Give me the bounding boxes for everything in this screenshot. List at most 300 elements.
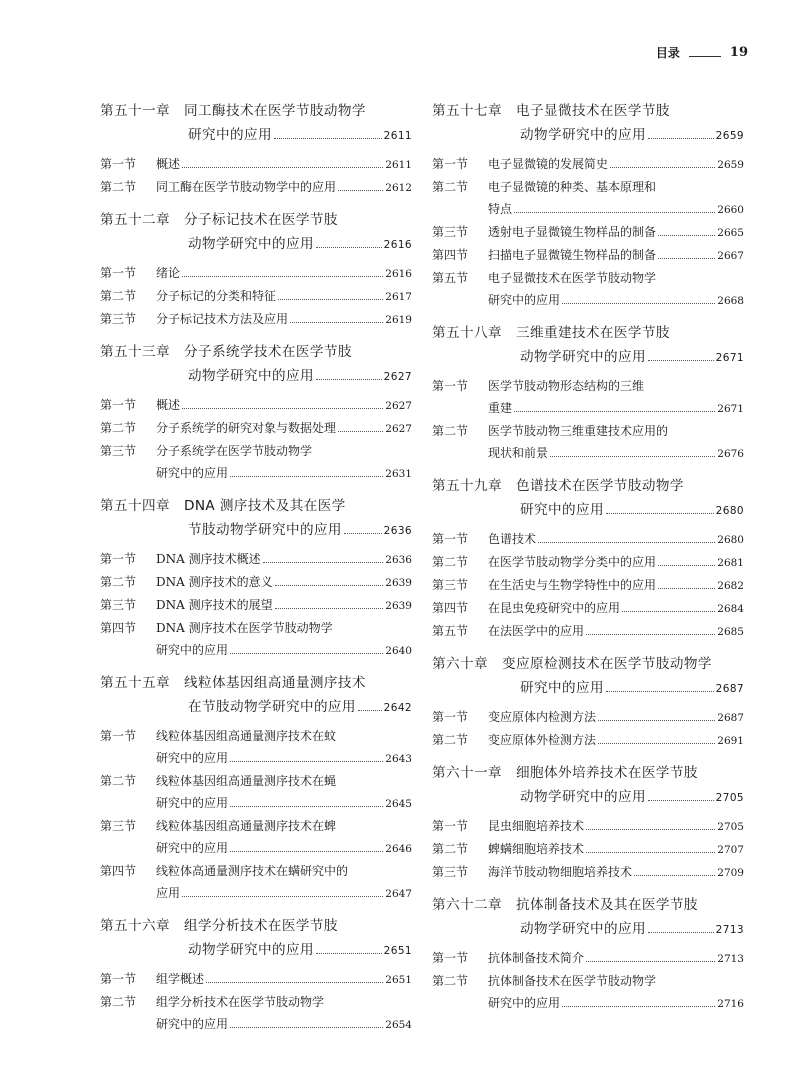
dot-leader <box>274 138 382 139</box>
section-page-number: 2668 <box>717 295 744 307</box>
toc-chapter <box>432 762 744 884</box>
toc-section-entry[interactable] <box>432 838 744 861</box>
toc-section-entry[interactable] <box>100 417 412 440</box>
section-number: 第二节 <box>100 289 137 303</box>
section-line-continued <box>100 792 412 815</box>
section-number: 第一节 <box>100 398 137 412</box>
section-page-number: 2716 <box>717 998 744 1010</box>
section-page-number: 2651 <box>385 974 412 986</box>
section-page-number: 2627 <box>385 400 412 412</box>
section-title-line: 应用 <box>156 886 181 900</box>
section-title-line: 变应原体外检测方法 <box>488 733 597 747</box>
dot-leader <box>550 456 715 457</box>
dot-leader <box>182 276 383 277</box>
section-list <box>100 394 412 485</box>
toc-section-entry[interactable] <box>100 617 412 662</box>
section-page-number: 2681 <box>717 557 744 569</box>
section-line <box>100 394 412 417</box>
chapter-heading[interactable] <box>432 762 744 785</box>
chapter-heading-continued[interactable] <box>432 785 744 809</box>
dot-leader <box>344 533 382 534</box>
dot-leader <box>586 852 715 853</box>
chapter-title-line: 节肢动物学研究中的应用 <box>188 522 342 538</box>
chapter-title-line: 色谱技术在医学节肢动物学 <box>515 478 684 494</box>
section-list <box>100 262 412 331</box>
section-page-number: 2640 <box>385 645 412 657</box>
section-list <box>432 947 744 1015</box>
dot-leader <box>275 585 384 586</box>
section-title-line: 线粒体基因组高通量测序技术在蜱 <box>156 819 337 833</box>
chapter-title-line: 变应原检测技术在医学节肢动物学 <box>501 656 712 672</box>
section-line <box>432 861 744 884</box>
chapter-title-line: 组学分析技术在医学节肢 <box>183 918 338 934</box>
section-line-continued <box>432 289 744 312</box>
section-page-number: 2667 <box>717 250 744 262</box>
dot-leader <box>263 562 384 563</box>
section-page-number: 2676 <box>717 448 744 460</box>
section-line <box>100 991 412 1013</box>
chapter-title-line: 同工酶技术在医学节肢动物学 <box>183 103 366 119</box>
section-line-continued <box>432 198 744 221</box>
section-line-continued <box>432 442 744 465</box>
section-line <box>100 440 412 462</box>
toc-chapter <box>100 100 412 199</box>
dot-leader <box>606 691 714 692</box>
toc-section-entry[interactable] <box>432 153 744 176</box>
chapter-page-number: 2651 <box>383 945 412 957</box>
toc-section-entry[interactable] <box>432 551 744 574</box>
chapter-heading-continued[interactable] <box>100 232 412 256</box>
toc-section-entry[interactable] <box>100 594 412 617</box>
section-line-continued <box>100 837 412 860</box>
dot-leader <box>658 235 715 236</box>
section-line <box>100 968 412 991</box>
section-page-number: 2687 <box>717 712 744 724</box>
toc-section-entry[interactable] <box>100 571 412 594</box>
section-title-line: 组学分析技术在医学节肢动物学 <box>156 995 325 1009</box>
toc-section-entry[interactable] <box>100 308 412 331</box>
section-title-line: 研究中的应用 <box>156 1017 229 1031</box>
dot-leader <box>586 634 715 635</box>
section-line <box>432 221 744 244</box>
toc-section-entry[interactable] <box>432 176 744 221</box>
section-number: 第二节 <box>100 774 137 788</box>
chapter-number: 第五十一章 <box>100 103 170 119</box>
section-line <box>432 244 744 267</box>
toc-section-entry[interactable] <box>432 528 744 551</box>
section-number: 第二节 <box>432 974 469 988</box>
dot-leader <box>230 761 383 762</box>
chapter-heading[interactable] <box>432 894 744 917</box>
section-line <box>432 597 744 620</box>
section-line <box>432 267 744 289</box>
section-number: 第二节 <box>100 421 137 435</box>
dot-leader <box>648 800 714 801</box>
section-line <box>432 970 744 992</box>
section-page-number: 2643 <box>385 753 412 765</box>
section-page-number: 2659 <box>717 159 744 171</box>
chapter-title-line: 动物学研究中的应用 <box>188 942 314 958</box>
running-header <box>656 42 748 62</box>
section-title-line: 研究中的应用 <box>156 466 229 480</box>
section-list <box>100 725 412 905</box>
toc-chapter <box>432 653 744 752</box>
section-title-line: 分子系统学的研究对象与数据处理 <box>156 421 337 435</box>
section-list <box>100 153 412 199</box>
section-number: 第三节 <box>432 225 469 239</box>
section-page-number: 2680 <box>717 534 744 546</box>
section-title-line: 同工酶在医学节肢动物学中的应用 <box>156 180 337 194</box>
dot-leader <box>230 653 383 654</box>
chapter-title-line: 研究中的应用 <box>520 502 604 518</box>
chapter-heading[interactable] <box>100 100 412 123</box>
section-title-line: 重建 <box>488 401 513 415</box>
section-page-number: 2665 <box>717 227 744 239</box>
chapter-number: 第五十三章 <box>100 344 170 360</box>
dot-leader <box>658 565 715 566</box>
toc-section-entry[interactable] <box>100 285 412 308</box>
section-title-line: 研究中的应用 <box>156 643 229 657</box>
section-title-line: 医学节肢动物三维重建技术应用的 <box>488 424 669 438</box>
dot-leader <box>316 247 382 248</box>
section-line <box>100 571 412 594</box>
dot-leader <box>206 982 383 983</box>
section-number: 第一节 <box>100 266 137 280</box>
section-list <box>100 968 412 1036</box>
section-number: 第二节 <box>100 575 137 589</box>
section-line <box>432 153 744 176</box>
dot-leader <box>230 1027 383 1028</box>
section-page-number: 2671 <box>717 403 744 415</box>
chapter-heading[interactable] <box>432 100 744 123</box>
section-title-line: 研究中的应用 <box>488 996 561 1010</box>
toc-chapter <box>100 915 412 1036</box>
toc-section-entry[interactable] <box>100 176 412 199</box>
section-line-continued <box>100 747 412 770</box>
chapter-title-line: 三维重建技术在医学节肢 <box>515 325 670 341</box>
chapter-heading-continued[interactable] <box>432 345 744 369</box>
chapter-title-line: 动物学研究中的应用 <box>520 921 646 937</box>
dot-leader <box>316 379 382 380</box>
toc-chapter <box>100 672 412 905</box>
chapter-heading[interactable] <box>432 322 744 345</box>
toc-section-entry[interactable] <box>432 597 744 620</box>
toc-section-entry[interactable] <box>100 815 412 860</box>
dot-leader <box>182 167 383 168</box>
section-line <box>100 285 412 308</box>
dot-leader <box>598 720 715 721</box>
section-page-number: 2631 <box>385 468 412 480</box>
chapter-number: 第六十一章 <box>432 765 502 781</box>
section-list <box>432 706 744 752</box>
chapter-heading[interactable] <box>100 341 412 364</box>
section-number: 第四节 <box>432 601 469 615</box>
toc-section-entry[interactable] <box>100 725 412 770</box>
section-page-number: 2617 <box>385 291 412 303</box>
section-line <box>100 262 412 285</box>
toc-chapter <box>100 341 412 485</box>
chapter-heading-continued[interactable] <box>432 498 744 522</box>
chapter-number: 第五十四章 <box>100 498 170 514</box>
chapter-title-line: 分子系统学技术在医学节肢 <box>183 344 352 360</box>
section-number: 第四节 <box>100 621 137 635</box>
chapter-number: 第五十五章 <box>100 675 170 691</box>
dot-leader <box>514 212 715 213</box>
section-title-line: 电子显微镜的发展简史 <box>488 157 609 171</box>
dot-leader <box>230 476 383 477</box>
section-number: 第五节 <box>432 624 469 638</box>
chapter-heading[interactable] <box>100 915 412 938</box>
section-page-number: 2685 <box>717 626 744 638</box>
section-line-continued <box>100 639 412 662</box>
chapter-number: 第五十六章 <box>100 918 170 934</box>
chapter-heading[interactable] <box>100 495 412 518</box>
chapter-number: 第五十二章 <box>100 212 170 228</box>
section-title-line: 电子显微技术在医学节肢动物学 <box>488 271 657 285</box>
dot-leader <box>586 829 715 830</box>
section-title-line: 蜱螨细胞培养技术 <box>488 842 585 856</box>
chapter-page-number: 2671 <box>715 352 744 364</box>
chapter-heading-continued[interactable] <box>432 123 744 147</box>
chapter-title-line: 动物学研究中的应用 <box>188 236 314 252</box>
section-title-line: 抗体制备技术在医学节肢动物学 <box>488 974 657 988</box>
toc-section-entry[interactable] <box>432 267 744 312</box>
chapter-title-line: DNA 测序技术及其在医学 <box>183 498 346 514</box>
chapter-title-line: 研究中的应用 <box>520 680 604 696</box>
section-number: 第一节 <box>100 972 137 986</box>
section-number: 第三节 <box>432 578 469 592</box>
section-number: 第一节 <box>100 729 137 743</box>
section-number: 第一节 <box>432 951 469 965</box>
section-number: 第四节 <box>432 248 469 262</box>
chapter-page-number: 2659 <box>715 130 744 142</box>
section-page-number: 2639 <box>385 577 412 589</box>
toc-section-entry[interactable] <box>432 244 744 267</box>
chapter-title-line: 在节肢动物学研究中的应用 <box>188 699 356 715</box>
chapter-heading-continued[interactable] <box>100 518 412 542</box>
toc-section-entry[interactable] <box>100 968 412 991</box>
section-line-continued <box>100 1013 412 1036</box>
section-line <box>100 594 412 617</box>
section-number: 第三节 <box>100 819 137 833</box>
dot-leader <box>562 1006 715 1007</box>
dot-leader <box>290 322 383 323</box>
toc-section-entry[interactable] <box>432 706 744 729</box>
chapter-heading-continued[interactable] <box>100 695 412 719</box>
section-page-number: 2647 <box>385 888 412 900</box>
toc-section-entry[interactable] <box>100 153 412 176</box>
section-title-line: DNA 测序技术概述 <box>156 552 261 566</box>
toc-section-entry[interactable] <box>100 991 412 1036</box>
section-number: 第三节 <box>100 312 137 326</box>
section-title-line: 分子标记技术方法及应用 <box>156 312 289 326</box>
chapter-number: 第五十九章 <box>432 478 502 494</box>
section-title-line: 现状和前景 <box>488 446 549 460</box>
section-title-line: 组学概述 <box>156 972 205 986</box>
section-page-number: 2682 <box>717 580 744 592</box>
toc-chapter <box>100 495 412 662</box>
toc-section-entry[interactable] <box>100 770 412 815</box>
toc-section-entry[interactable] <box>432 375 744 420</box>
section-line <box>100 617 412 639</box>
section-line <box>432 528 744 551</box>
dot-leader <box>622 611 715 612</box>
toc-section-entry[interactable] <box>100 548 412 571</box>
section-page-number: 2654 <box>385 1019 412 1031</box>
section-page-number: 2636 <box>385 554 412 566</box>
chapter-page-number: 2627 <box>383 371 412 383</box>
section-title-line: 线粒体基因组高通量测序技术在蝇 <box>156 774 337 788</box>
section-title-line: 概述 <box>156 157 181 171</box>
section-page-number: 2619 <box>385 314 412 326</box>
chapter-heading[interactable] <box>100 672 412 695</box>
section-number: 第一节 <box>100 552 137 566</box>
toc-section-entry[interactable] <box>432 861 744 884</box>
chapter-page-number: 2616 <box>383 239 412 251</box>
chapter-heading[interactable] <box>432 653 744 676</box>
section-number: 第二节 <box>432 733 469 747</box>
dot-leader <box>648 138 714 139</box>
section-list <box>432 815 744 884</box>
section-number: 第一节 <box>432 157 469 171</box>
section-title-line: 在医学节肢动物学分类中的应用 <box>488 555 657 569</box>
section-page-number: 2709 <box>717 867 744 879</box>
chapter-page-number: 2611 <box>383 130 412 142</box>
dot-leader <box>316 953 382 954</box>
section-line-continued <box>432 397 744 420</box>
chapter-page-number: 2705 <box>715 792 744 804</box>
section-line <box>432 729 744 752</box>
chapter-heading-continued[interactable] <box>100 123 412 147</box>
toc-section-entry[interactable] <box>432 970 744 1015</box>
section-line <box>432 420 744 442</box>
section-title-line: 抗体制备技术简介 <box>488 951 585 965</box>
section-title-line: 研究中的应用 <box>156 751 229 765</box>
toc-section-entry[interactable] <box>432 620 744 643</box>
chapter-heading-continued[interactable] <box>432 676 744 700</box>
section-number: 第三节 <box>100 598 137 612</box>
section-number: 第三节 <box>100 444 137 458</box>
dot-leader <box>606 513 714 514</box>
chapter-page-number: 2642 <box>383 702 412 714</box>
section-page-number: 2645 <box>385 798 412 810</box>
chapter-heading[interactable] <box>100 209 412 232</box>
chapter-title-line: 动物学研究中的应用 <box>520 789 646 805</box>
chapter-page-number: 2636 <box>383 525 412 537</box>
section-title-line: 电子显微镜的种类、基本原理和 <box>488 180 657 194</box>
dot-leader <box>562 303 715 304</box>
section-title-line: 研究中的应用 <box>156 841 229 855</box>
section-page-number: 2660 <box>717 204 744 216</box>
section-title-line: 透射电子显微镜生物样品的制备 <box>488 225 657 239</box>
section-title-line: 扫描电子显微镜生物样品的制备 <box>488 248 657 262</box>
dot-leader <box>514 411 715 412</box>
chapter-heading[interactable] <box>432 475 744 498</box>
toc-chapter <box>432 322 744 465</box>
section-line <box>432 375 744 397</box>
chapter-heading-continued[interactable] <box>100 364 412 388</box>
dot-leader <box>634 875 715 876</box>
section-number: 第一节 <box>432 819 469 833</box>
toc-section-entry[interactable] <box>432 729 744 752</box>
toc-section-entry[interactable] <box>432 221 744 244</box>
section-title-line: 线粒体基因组高通量测序技术在蚊 <box>156 729 337 743</box>
section-list <box>432 153 744 312</box>
chapter-title-line: 动物学研究中的应用 <box>520 349 646 365</box>
section-line <box>432 176 744 198</box>
section-number: 第五节 <box>432 271 469 285</box>
section-line <box>432 620 744 643</box>
section-page-number: 2684 <box>717 603 744 615</box>
chapter-number: 第五十八章 <box>432 325 502 341</box>
section-line <box>100 417 412 440</box>
dot-leader <box>358 710 382 711</box>
section-page-number: 2691 <box>717 735 744 747</box>
section-page-number: 2612 <box>385 182 412 194</box>
section-number: 第四节 <box>100 864 137 878</box>
toc-right-column <box>432 100 744 1015</box>
toc-section-entry[interactable] <box>100 860 412 905</box>
section-title-line: 概述 <box>156 398 181 412</box>
section-line <box>100 815 412 837</box>
chapter-title-line: 动物学研究中的应用 <box>520 127 646 143</box>
dot-leader <box>586 961 715 962</box>
section-line <box>100 860 412 882</box>
dot-leader <box>658 258 715 259</box>
toc-section-entry[interactable] <box>432 947 744 970</box>
section-page-number: 2627 <box>385 423 412 435</box>
dot-leader <box>230 806 383 807</box>
section-line <box>100 725 412 747</box>
toc-chapter <box>432 475 744 643</box>
chapter-page-number: 2713 <box>715 924 744 936</box>
section-page-number: 2611 <box>385 159 412 171</box>
toc-section-entry[interactable] <box>432 574 744 597</box>
chapter-title-line: 分子标记技术在医学节肢 <box>183 212 338 228</box>
section-title-line: 色谱技术 <box>488 532 537 546</box>
chapter-title-line: 抗体制备技术及其在医学节肢 <box>515 897 698 913</box>
toc-chapter <box>432 894 744 1015</box>
dot-leader <box>598 743 715 744</box>
toc-section-entry[interactable] <box>100 440 412 485</box>
section-title-line: DNA 测序技术在医学节肢动物学 <box>156 621 333 635</box>
section-line <box>432 706 744 729</box>
chapter-page-number: 2680 <box>715 505 744 517</box>
section-number: 第一节 <box>432 710 469 724</box>
section-title-line: 绪论 <box>156 266 181 280</box>
section-page-number: 2646 <box>385 843 412 855</box>
dot-leader <box>648 932 714 933</box>
toc-section-entry[interactable] <box>100 262 412 285</box>
chapter-heading-continued[interactable] <box>100 938 412 962</box>
toc-chapter <box>432 100 744 312</box>
section-title-line: 海洋节肢动物细胞培养技术 <box>488 865 633 879</box>
chapter-number: 第五十七章 <box>432 103 502 119</box>
section-line-continued <box>100 882 412 905</box>
dot-leader <box>182 896 383 897</box>
chapter-heading-continued[interactable] <box>432 917 744 941</box>
chapter-title-line: 研究中的应用 <box>188 127 272 143</box>
toc-left-column <box>100 100 412 1036</box>
section-line <box>432 551 744 574</box>
section-page-number: 2713 <box>717 953 744 965</box>
header-title: 目录 <box>655 45 680 60</box>
toc-section-entry[interactable] <box>432 815 744 838</box>
toc-section-entry[interactable] <box>100 394 412 417</box>
section-title-line: DNA 测序技术的意义 <box>156 575 273 589</box>
section-page-number: 2616 <box>385 268 412 280</box>
toc-section-entry[interactable] <box>432 420 744 465</box>
